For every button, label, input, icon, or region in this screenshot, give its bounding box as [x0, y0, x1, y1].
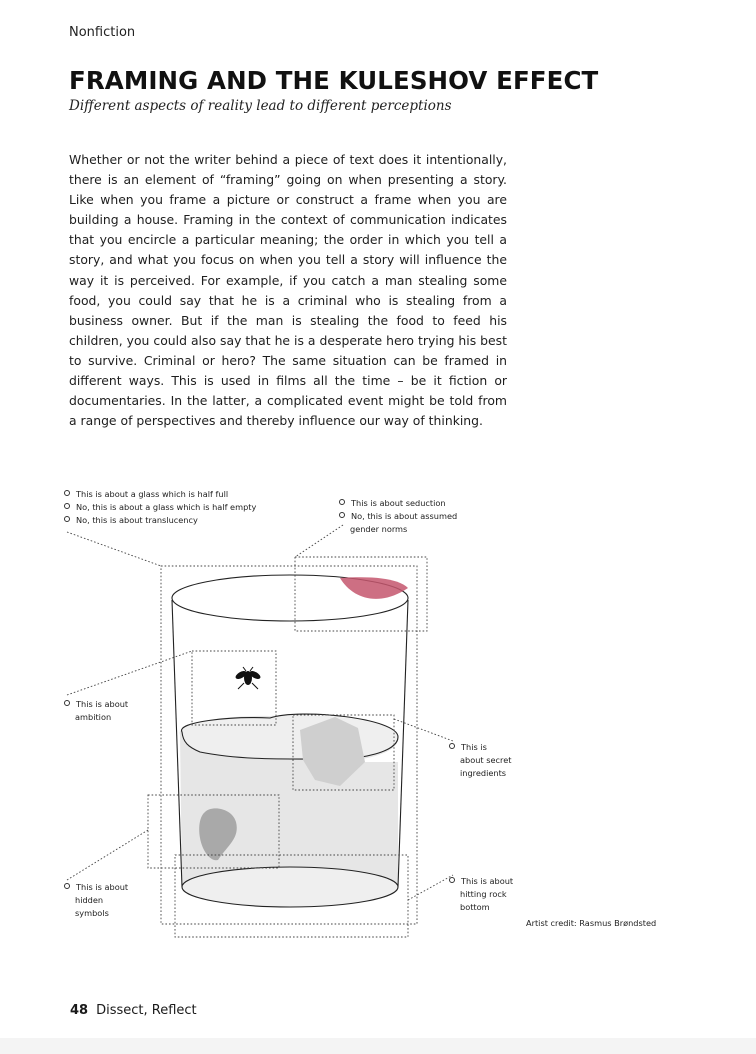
option-item: No, this is about translucency [64, 514, 256, 527]
option-bullet-icon [64, 516, 70, 522]
seduction-options [339, 497, 457, 536]
glass-base [182, 867, 398, 907]
option-bullet-icon [64, 503, 70, 509]
frame-fly [192, 651, 276, 725]
glass-options [64, 488, 256, 527]
bottom-band [0, 1038, 756, 1054]
leader-glass [67, 532, 161, 566]
glass-right-side [398, 600, 408, 887]
option-bullet-icon [339, 512, 345, 518]
option-item: No, this is about a glass which is half empty [64, 501, 256, 514]
book-title: Dissect, Reflect [96, 1003, 197, 1018]
leader-stone [67, 830, 148, 880]
fly-icon [234, 667, 261, 689]
option-item: This is about seduction [339, 497, 457, 510]
page-subtitle: Different aspects of reality lead to different perceptions [69, 98, 452, 114]
page-footer [70, 1003, 197, 1018]
page-title: FRAMING AND THE KULESHOV EFFECT [69, 66, 599, 95]
option-item: This is about a glass which is half full [64, 488, 256, 501]
option-bullet-icon [64, 490, 70, 496]
hidden-symbols-option: This is about hidden symbols [64, 881, 128, 920]
ambition-option: This is about ambition [64, 698, 128, 724]
water-surface [182, 714, 398, 759]
option-bullet-icon [64, 883, 70, 889]
leader-bottom [408, 875, 453, 900]
leader-lipstick [295, 525, 343, 557]
section-label: Nonfiction [69, 25, 136, 40]
page-number: 48 [70, 1003, 89, 1018]
leader-fly [67, 651, 192, 695]
secret-ingredients-option: This is about secret ingredients [449, 741, 511, 780]
option-item: No, this is about assumed gender norms [339, 510, 457, 536]
option-bullet-icon [339, 499, 345, 505]
artist-credit: Artist credit: Rasmus Brøndsted [526, 918, 657, 928]
body-paragraph: Whether or not the writer behind a piece of text does it intentionally, there is an element of “framing” going on when presenting a story. Like when you frame a picture or construct a frame when you are building a house. Framing in the context of communication indicates that you encircle a particular meaning; the order in which you tell a story, and what you focus on when you tell a story will influence the way it is perceived. For example, if you catch a man stealing some food, you could say that he is a criminal who is stealing from a business owner. But if the man is stealing the food to feed his children, you could also say that he is a desperate hero trying his best to survive. Criminal or hero? The same situation can be framed in different ways. This is used in films all the time – be it fiction or documentaries. In the latter, a complicated event might be told from a range of perspectives and thereby influence our way of thinking. [69, 152, 507, 429]
option-bullet-icon [449, 743, 455, 749]
option-bullet-icon [64, 700, 70, 706]
option-bullet-icon [449, 877, 455, 883]
rock-bottom-option: This is about hitting rock bottom [449, 875, 513, 914]
